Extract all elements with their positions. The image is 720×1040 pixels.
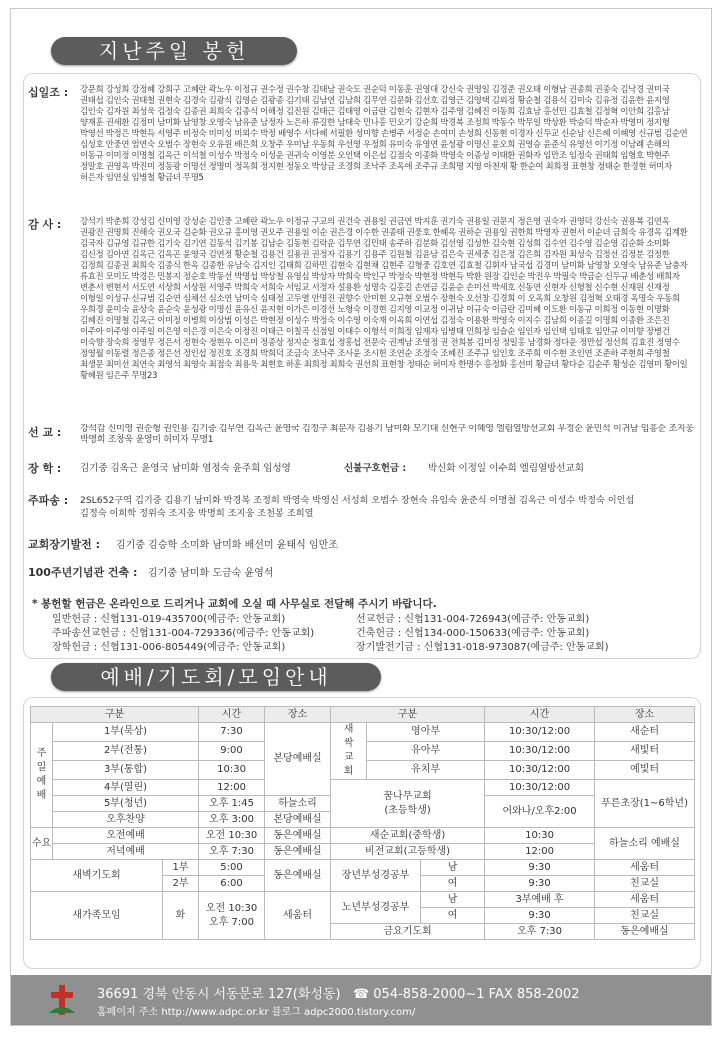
tithe-row bbox=[24, 84, 700, 212]
kid-dept-3-place: 예빛터 bbox=[595, 761, 695, 780]
afternoon-praise-place: 본당예배실 bbox=[265, 812, 331, 828]
kkum-church-name bbox=[331, 780, 485, 828]
thanks-row bbox=[24, 216, 700, 414]
adult-bible-t2: 9:30 bbox=[485, 876, 595, 892]
friday-prayer-place: 동은예배실 bbox=[595, 924, 695, 940]
schedule-panel bbox=[23, 697, 701, 969]
senior-bible-name: 노년부성경공부 bbox=[331, 892, 421, 924]
kid-dept-1-place: 새순터 bbox=[595, 723, 695, 742]
kid-dept-2-name: 유아부 bbox=[367, 742, 485, 761]
dawn-prayer-place: 동은예배실 bbox=[265, 860, 331, 892]
dispatch-line1: 2SL652구역 김기중 김용기 남미화 박경복 조정희 박영숙 박영신 서성희 오범수 장현숙 유임숙 윤준식 이명철 김옥근 이성수 박정숙 이인섭 bbox=[80, 495, 635, 506]
schedule-header-row bbox=[31, 707, 695, 723]
dawn-prayer-time1: 5:00 bbox=[199, 860, 265, 876]
mission-names: 강석갑 신미영 권순형 권인용 김기중 김무연 김옥근 윤영국 김정구 최분자 김용기 남미화 모기대 신현구 이혜영 엘림열방선교회 우정순 윤민석 이귀남 임흥순 조지웅 박명희 조창욱 윤영미 허미자 무명1 bbox=[80, 424, 694, 445]
header-category-left: 구분 bbox=[31, 707, 199, 723]
account-mission: 선교헌금 : 신협131-004-726943(예금주: 안동교회) bbox=[356, 614, 590, 625]
kid-dept-1-name: 영아부 bbox=[367, 723, 485, 742]
donation-notice: * 봉헌할 헌금은 온라인으로 드리거나 교회에 오실 때 사무실로 전달해 주시기 바랍니다. bbox=[32, 598, 437, 610]
senior-bible-g2: 여 bbox=[421, 908, 485, 924]
dawn-prayer-time2: 6:00 bbox=[199, 876, 265, 892]
kid-dept-2-time: 10:30/12:00 bbox=[485, 742, 595, 761]
bulletin-page bbox=[10, 8, 712, 1026]
adult-bible-t1: 9:30 bbox=[485, 860, 595, 876]
senior-bible-p1: 세움터 bbox=[595, 892, 695, 908]
kid-dept-3-name: 유치부 bbox=[367, 761, 485, 780]
service-5-name: 5부(청년) bbox=[53, 796, 199, 812]
middle-school-church: 새순교회(중학생) bbox=[331, 828, 485, 844]
afternoon-praise-time: 오후 3:00 bbox=[199, 812, 265, 828]
service-5-time: 오후 1:45 bbox=[199, 796, 265, 812]
centennial-row bbox=[24, 564, 700, 578]
newcomer-meeting-place: 세움터 bbox=[265, 892, 331, 940]
kkum-church-time2: 어와나/오후2:00 bbox=[485, 796, 595, 828]
address-text: 36691 경북 안동시 서동문로 127(화성동) bbox=[97, 987, 341, 1002]
service-1-name: 1부(묵상) bbox=[53, 723, 199, 742]
newcomer-time1: 오전 10:30 bbox=[205, 902, 258, 914]
scholarship-row bbox=[24, 460, 700, 474]
middle-school-time: 10:30 bbox=[485, 828, 595, 844]
longterm-label: 교회장기발전 : bbox=[28, 538, 100, 551]
kid-dept-1-time: 10:30/12:00 bbox=[485, 723, 595, 742]
header-category-right: 구분 bbox=[331, 707, 485, 723]
wed-evening-name: 저녁예배 bbox=[53, 844, 199, 860]
kkum-church-place: 푸른초장(1~6학년) bbox=[595, 780, 695, 828]
account-general: 일반헌금 : 신협131-019-435700(예금주: 안동교회) bbox=[52, 614, 286, 625]
account-building: 건축헌금 : 신협134-000-150633(예금주: 안동교회) bbox=[356, 628, 590, 639]
centennial-names: 김기중 남미화 도금숙 윤영석 bbox=[148, 568, 274, 579]
dawn-prayer-part2: 2부 bbox=[163, 876, 199, 892]
footer bbox=[11, 975, 711, 1025]
newcomer-meeting-day: 화 bbox=[163, 892, 199, 940]
kkum-church-sub: (초등학생) bbox=[384, 804, 431, 816]
newcomer-time2: 오후 7:00 bbox=[209, 916, 255, 928]
schedule-section-title: 예배/기도회/모임안내 bbox=[51, 663, 381, 691]
mission-row bbox=[24, 424, 700, 448]
kkum-church-title: 꿈나무교회 bbox=[383, 790, 432, 802]
kkum-church-time1: 10:30/12:00 bbox=[485, 780, 595, 796]
tithe-names: 강문희 강성희 강정혜 강희구 고혜란 곽노우 이정규 권수정 권수창 김태남 권숙도 권순덕 이동훈 권영대 강신숙 권영일 김경준 권오태 이형남 권종희 권종숙 김낙경 권미국 권태섭 김인숙 권태철 권현숙 김경숙 김광식 김영순 김광종 김기태 김남연 김남희 김무연 김문화 김선호 김영근 김영택 김외정 황순철 김용식 김미숙 김유정 김윤한 윤지영 김인숙 김자원 최성욱 김정숙 김종권 최희숙 김종식 이해정 김진원 김태근 김태영 이금란 김현숙 김현자 김주영 김혜진 이동희 김효남 홍선민 김효철 김정혁 이안희 김홍남 양재훈 권세환 김정미 남미화 남영창 오영숙 남유준 남정자 노은하 류길한 남태숙 민나홍 민오기 강순희 박경복 조정희 박동수 박무일 박상환 박승덕 박순자 박영미 정지형 박영선 박정은 박현득 서영주 비정숙 비미성 비외수 박정 배영수 서다혜 서필환 성미향 손병주 서정순 손여미 손성희 신동현 이경자 신두교 신순남 신은혜 이혜영 신규범 김순연 심성호 안중연 엄연숙 오범수 장현숙 오유원 배은희 오창주 우미남 우동희 우선영 우정희 유미숙 유영연 윤성광 이명신 윤오희 권영승 윤준식 유영선 이기정 이남례 손해의 이동규 이미정 이명철 김옥근 이석철 이성수 박정숙 이성운 권귀숙 이영분 오인택 이은섭 김점숙 이종화 박영숙 이종성 이태환 권화자 임만조 임정숙 권태희 임형호 박현주 정말호 권영옥 박진미 정동광 이명선 정명미 정옥희 정지현 정동오 박상금 조경희 조낙주 조옥애 조주규 조희명 지영 아천재 황 한순여 최희정 표현창 정태순 한경현 허미자 허은자 임연실 임병철 황금녀 무명5 bbox=[80, 84, 688, 182]
friday-prayer-name: 금요기도회 bbox=[331, 924, 485, 940]
church-logo-icon bbox=[45, 983, 79, 1017]
sunday-worship-label: 주 일 예 배 bbox=[31, 723, 53, 828]
scholarship-names: 김기중 김옥근 윤영국 남미화 염정숙 윤주희 임성영 bbox=[80, 463, 291, 474]
wed-morning-name: 오전예배 bbox=[53, 828, 199, 844]
service-3-time: 10:30 bbox=[199, 761, 265, 780]
account-longterm: 장기발전기금 : 신협131-018-973087(예금주: 안동교회) bbox=[356, 642, 609, 653]
dispatch-row bbox=[24, 492, 700, 520]
service-5-place: 하늘소리 bbox=[265, 796, 331, 812]
adult-bible-p2: 친교실 bbox=[595, 876, 695, 892]
wed-morning-time: 오전 10:30 bbox=[199, 828, 265, 844]
senior-bible-t2: 9:30 bbox=[485, 908, 595, 924]
footer-web[interactable]: 홈페이지 주소 http://www.adpc.or.kr 블로그 adpc2000.tistory.com/ bbox=[97, 1007, 416, 1018]
account-dispatch: 주파송선교헌금 : 신협131-004-729336(예금주: 안동교회) bbox=[52, 628, 315, 639]
centennial-label: 100주년기념관 건축 : bbox=[28, 566, 138, 579]
dispatch-line2: 김정숙 이희학 정위숙 조지웅 박명희 조지웅 조천봉 조희열 bbox=[80, 508, 314, 519]
main-sanctuary: 본당예배실 bbox=[265, 723, 331, 796]
high-school-time: 12:00 bbox=[485, 844, 595, 860]
footer-address bbox=[97, 983, 579, 1002]
mission-label: 선 교 : bbox=[28, 426, 62, 439]
service-4-name: 4부(열린) bbox=[53, 780, 199, 796]
thanks-label: 감 사 : bbox=[28, 218, 62, 231]
tithe-label: 십일조 : bbox=[28, 86, 69, 99]
newcomer-meeting-times bbox=[199, 892, 265, 940]
relief-names: 박신화 이정일 이수희 엘림열방선교회 bbox=[428, 463, 584, 474]
header-place-left: 장소 bbox=[265, 707, 331, 723]
account-scholarship: 장학헌금 : 신협131-006-805449(예금주: 안동교회) bbox=[52, 642, 286, 653]
afternoon-praise-name: 오후찬양 bbox=[53, 812, 199, 828]
wed-evening-place: 동은예배실 bbox=[265, 844, 331, 860]
schedule-table bbox=[30, 706, 695, 940]
high-school-church: 비전교회(고등학생) bbox=[331, 844, 485, 860]
service-2-time: 9:00 bbox=[199, 742, 265, 761]
longterm-row bbox=[24, 536, 700, 550]
thanks-names: 강석기 박춘희 강성김 신미영 강성순 김인중 고혜란 곽노우 이정규 구교의 권건숙 권용일 권금연 박지훈 권기숙 권용일 권문지 정은영 권숙자 권영덕 강신숙 권용복 김연옥 권광진 권명희 진해숙 권오국 김순화 권오규 홍미영 권오주 권용일 이순 권은경 이수한 권종태 권풍호 한혜옥 권하순 권용일 권한희 박영자 권현서 이순녀 금희숙 유경옥 김계환 김국자 김규영 김규한 김기숙 김기연 김동석 김기봉 김남순 김동현 김락운 김무연 김민태 송주하 김분화 김선영 김성한 김숙현 김성희 김수연 김수영 김순영 김순화 소미화 김신정 김아연 김옥근 김옥곤 윤영국 김연정 황순철 김용건 김용권 권정자 김용기 김용주 김원철 김윤남 김은숙 권세중 김은정 김은희 김자원 최성숙 김정선 김정분 김정한 김정희 김종권 최희숙 김종식 한옥 김종한 유남숙 김지인 김태희 김하민 김현숙 김현채 김현주 김형중 김호연 김효철 김휘자 남국섭 김경미 남미화 남영창 오영숙 남유준 남충자 류효진 모미도 박경은 민봉지 정순호 박동선 박명섭 박상철 유영심 박상자 박희숙 박인구 박정숙 박현정 박현득 박환 원장 김인순 박진우 박필숙 박금순 신두규 배춘성 배희자 변춘서 변현서 서도연 서상희 서상원 서영주 박희숙 서희숙 서임교 서정자 설용환 성명숙 김홍길 손연금 김윤순 손미선 박세호 신동연 신현자 신형철 신수현 신재원 신재정 이형일 이성규 신규범 김순연 심채선 심소연 남미숙 심태정 고두열 안명진 권향수 안미현 오규현 오범수 장현숙 오선창 김경희 이 오옥희 오창원 김정혁 오태경 옥명숙 우동희 우희경 윤미숙 윤상숙 윤순숙 윤성광 이명신 윤유신 윤지현 이가은 이경선 노형숙 이경현 김지영 이교정 이귀남 이규숙 이금란 김미혜 이도환 이동규 이희정 이동현 이명화 김혜진 이명철 김옥근 이미정 이병희 이상범 이성은 박현정 이성수 박정숙 이수영 이숙재 이옥희 이연섭 김정숙 이용환 박영숙 이지수 김남희 이종길 이명희 이종환 조은진 이주아 이주영 이주일 이은영 이은경 이은숙 이정진 이태근 이칠곡 신점일 이태수 이형석 이희정 임재자 임병태 민희정 임슬순 임인자 임인택 임태호 임만규 이미향 장병건 이숙향 장숙희 정영무 정은서 정현숙 정현우 이은미 정종상 정지순 정효섭 정흥섭 전문숙 권계남 조영정 권 전희봉 김미정 정일홍 남경화 정다운 정만섭 정선희 김효진 정영수 정영월 이동렬 정은종 정은선 정인섭 정진호 조경희 박희덕 조금숙 조낙주 조사윤 조시헌 조연순 조정숙 조혜진 조주규 임인호 조주희 이수현 조인연 조준하 주현희 주영철 최생문 최미선 최연숙 최영석 최영숙 최점숙 최용욱 최현호 하훈 최희정 최희숙 권선희 표현창 정태순 허미자 한명수 홍정화 홍선미 황금녀 황다순 김순주 황성순 김영미 황이일 황혜원 임은주 무명23 bbox=[80, 216, 688, 380]
friday-prayer-time: 오후 7:30 bbox=[485, 924, 595, 940]
relief-label: 신불구호헌금 : bbox=[344, 463, 407, 474]
offering-section-title: 지난주일 봉헌 bbox=[51, 37, 297, 65]
adult-bible-g2: 여 bbox=[421, 876, 485, 892]
saessak-label: 새 싹 교 회 bbox=[331, 723, 367, 780]
wednesday-label: 수요 bbox=[31, 828, 53, 860]
kid-dept-3-time: 10:30/12:00 bbox=[485, 761, 595, 780]
senior-bible-p2: 친교실 bbox=[595, 908, 695, 924]
senior-bible-g1: 남 bbox=[421, 892, 485, 908]
dawn-prayer-part1: 1부 bbox=[163, 860, 199, 876]
adult-bible-name: 장년부성경공부 bbox=[331, 860, 421, 892]
kid-dept-2-place: 새빛터 bbox=[595, 742, 695, 761]
wed-morning-place: 동은예배실 bbox=[265, 828, 331, 844]
header-place-right: 장소 bbox=[595, 707, 695, 723]
adult-bible-g1: 남 bbox=[421, 860, 485, 876]
adult-bible-p1: 세움터 bbox=[595, 860, 695, 876]
senior-bible-t1: 3부예배 후 bbox=[485, 892, 595, 908]
header-time-left: 시간 bbox=[199, 707, 265, 723]
newcomer-meeting-name: 새가족모임 bbox=[31, 892, 163, 940]
phone-text: ☎ 054-858-2000~1 FAX 858-2002 bbox=[352, 987, 580, 1002]
service-4-time: 12:00 bbox=[199, 780, 265, 796]
dawn-prayer-name: 새벽기도회 bbox=[31, 860, 163, 892]
wed-evening-time: 오후 7:30 bbox=[199, 844, 265, 860]
donation-info bbox=[24, 596, 700, 656]
header-time-right: 시간 bbox=[485, 707, 595, 723]
service-3-name: 3부(통합) bbox=[53, 761, 199, 780]
offering-panel bbox=[23, 73, 701, 659]
service-1-time: 7:30 bbox=[199, 723, 265, 742]
longterm-names: 김기중 김승학 소미화 남미화 배선미 윤태식 임만조 bbox=[116, 540, 338, 551]
scholarship-label: 장 학 : bbox=[28, 462, 62, 475]
service-2-name: 2부(전통) bbox=[53, 742, 199, 761]
haneul-hall: 하늘소리 예배실 bbox=[595, 828, 695, 860]
dispatch-label: 주파송 : bbox=[28, 494, 69, 507]
